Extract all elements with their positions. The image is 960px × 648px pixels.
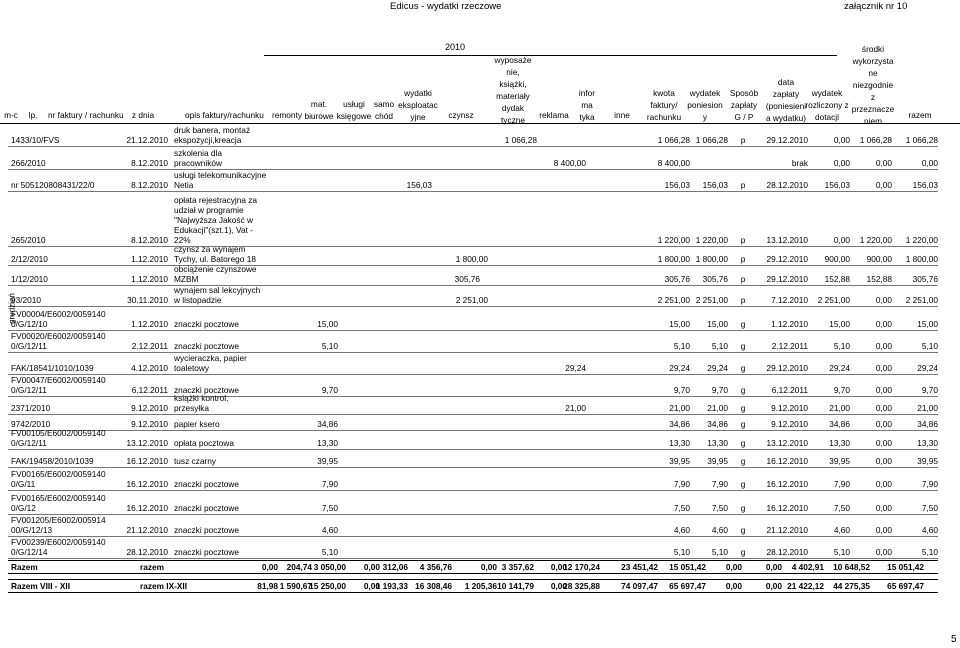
invoice-date: 1.12.2010 (131, 254, 168, 264)
invoice-date: 9.12.2010 (131, 403, 168, 413)
row-total: 34,86 (917, 419, 938, 429)
row-rule (8, 285, 938, 286)
totals-value: 0,00 (480, 562, 497, 572)
payment-method: p (740, 135, 746, 145)
invoice-date: 4.12.2010 (131, 363, 168, 373)
payment-method: g (740, 438, 746, 448)
invoice-description: wycieraczka, papier toaletowy (174, 353, 247, 373)
totals-value: 74 097,47 (621, 581, 658, 591)
payment-method: p (740, 295, 746, 305)
totals-value: 1 193,33 (375, 581, 408, 591)
expense-amount: 5,10 (711, 341, 728, 351)
invoice-amount: 1 800,00 (657, 254, 690, 264)
column-header: z dnia (131, 110, 155, 120)
column-header: usługi księgowe (336, 99, 372, 121)
category-amount: 7,50 (321, 503, 338, 513)
totals-value: 0,00 (261, 562, 278, 572)
grant-settled: 15,00 (829, 319, 850, 329)
invoice-date: 16.12.2010 (126, 479, 168, 489)
misused-funds: 1 066,28 (859, 135, 892, 145)
invoice-amount: 9,70 (673, 385, 690, 395)
misused-funds: 900,00 (866, 254, 892, 264)
expense-amount: 7,90 (711, 479, 728, 489)
header-rule (0, 123, 960, 124)
invoice-amount: 305,76 (664, 274, 690, 284)
totals-value: 0,00 (550, 581, 567, 591)
totals-value: 4 356,76 (419, 562, 452, 572)
invoice-description: znaczki pocztowe (174, 385, 240, 395)
grant-settled: 0,00 (833, 235, 850, 245)
payment-method: p (740, 180, 746, 190)
invoice-description: znaczki pocztowe (174, 503, 240, 513)
invoice-description: znaczki pocztowe (174, 319, 240, 329)
invoice-date: 6.12.2011 (131, 385, 168, 395)
invoice-amount: 7,90 (673, 479, 690, 489)
payment-method: g (740, 403, 746, 413)
payment-date: 29.12.2010 (766, 135, 808, 145)
category-amount: 156,03 (406, 180, 432, 190)
invoice-amount: 15,00 (669, 319, 690, 329)
payment-method: g (740, 503, 746, 513)
category-amount: 9,70 (321, 385, 338, 395)
payment-date: 1.12.2010 (771, 319, 808, 329)
row-rule (8, 558, 938, 559)
totals-rule-bottom (8, 573, 938, 574)
expense-amount: 4,60 (711, 525, 728, 535)
invoice-amount: 29,24 (669, 363, 690, 373)
totals-value: 12 170,24 (563, 562, 600, 572)
invoice-amount: 13,30 (669, 438, 690, 448)
row-rule (8, 536, 938, 537)
row-rule (8, 265, 938, 266)
column-header: nr faktury / rachunku (48, 110, 124, 120)
appendix-label: załącznik nr 10 (844, 1, 908, 12)
invoice-date: 16.12.2010 (126, 456, 168, 466)
row-rule (8, 396, 938, 397)
grant-settled: 5,10 (833, 547, 850, 557)
grant-settled: 2 251,00 (817, 295, 850, 305)
year-underline (264, 55, 837, 56)
category-amount: 13,30 (317, 438, 338, 448)
grant-settled: 7,90 (833, 479, 850, 489)
totals-value: 1 590,67 (279, 581, 312, 591)
totals-label: Razem (11, 562, 38, 572)
row-rule (8, 169, 938, 170)
misused-funds: 0,00 (875, 295, 892, 305)
totals-value: 1 205,36 (464, 581, 497, 591)
column-header: samo chód (373, 99, 395, 121)
row-rule (8, 191, 938, 192)
row-rule (8, 490, 938, 491)
misused-funds: 0,00 (875, 479, 892, 489)
row-rule (8, 246, 938, 247)
category-amount: 4,60 (321, 525, 338, 535)
column-header: infor ma tyka (578, 88, 596, 122)
invoice-number: FV00004/E6002/0059140 0/G/12/10 (11, 309, 106, 329)
expense-amount: 5,10 (711, 547, 728, 557)
column-header: m-c (4, 110, 18, 120)
invoice-amount: 156,03 (664, 180, 690, 190)
invoice-number: 9742/2010 (11, 419, 51, 429)
misused-funds: 0,00 (875, 547, 892, 557)
row-rule (8, 514, 938, 515)
invoice-amount: 21,00 (669, 403, 690, 413)
column-header: mat. biurowe (304, 99, 334, 121)
page-number: 5 (951, 634, 957, 645)
totals-value: 81,98 (257, 581, 278, 591)
row-total: 2 251,00 (905, 295, 938, 305)
totals-value: 65 697,47 (669, 581, 706, 591)
category-amount: 5,10 (321, 547, 338, 557)
grant-settled: 4,60 (833, 525, 850, 535)
payment-date: 28.12.2010 (766, 180, 808, 190)
invoice-date: 21.12.2010 (126, 135, 168, 145)
invoice-date: 8.12.2010 (131, 158, 168, 168)
grant-settled: 21,00 (829, 403, 850, 413)
totals-value: 28 325,88 (563, 581, 600, 591)
row-total: 39,95 (917, 456, 938, 466)
row-total: 156,03 (912, 180, 938, 190)
row-total: 29,24 (917, 363, 938, 373)
invoice-date: 21.12.2010 (126, 525, 168, 535)
misused-funds: 0,00 (875, 363, 892, 373)
row-total: 15,00 (917, 319, 938, 329)
totals-label: Razem VIII - XII (11, 581, 71, 591)
payment-method: p (740, 274, 746, 284)
invoice-description: znaczki pocztowe (174, 479, 240, 489)
column-header: czynsz (448, 110, 474, 120)
row-total: 21,00 (917, 403, 938, 413)
expense-amount: 1 066,28 (695, 135, 728, 145)
payment-date: 16.12.2010 (766, 456, 808, 466)
payment-method: g (740, 363, 746, 373)
misused-funds: 1 220,00 (859, 235, 892, 245)
invoice-description: obciążenie czynszowe MZBM (174, 264, 257, 284)
totals-value: 312,06 (382, 562, 408, 572)
invoice-description: znaczki pocztowe (174, 525, 240, 535)
column-header: remonty (272, 110, 302, 120)
category-amount: 7,90 (321, 479, 338, 489)
invoice-number: 2/12/2010 (11, 254, 48, 264)
row-rule (8, 352, 938, 353)
totals-value: 10 648,52 (833, 562, 870, 572)
payment-date: 29.12.2010 (766, 274, 808, 284)
invoice-number: 1433/10/FVS (11, 135, 60, 145)
invoice-number: 266/2010 (11, 158, 46, 168)
row-total: 1 800,00 (905, 254, 938, 264)
totals-rule-top (8, 579, 938, 580)
row-total: 9,70 (921, 385, 938, 395)
invoice-description: opłata rejestracyjna za udział w programie "Najwyższa Jakość w Edukacji"(szt.1), Vat - 22% (174, 195, 258, 245)
invoice-date: 2.12.2011 (131, 341, 168, 351)
invoice-number: FAK/19458/2010/1039 (11, 456, 94, 466)
totals-value: 65 697,47 (887, 581, 924, 591)
row-total: 7,90 (921, 479, 938, 489)
invoice-date: 8.12.2010 (131, 235, 168, 245)
row-rule (8, 467, 938, 468)
row-rule (8, 374, 938, 375)
payment-method: g (740, 419, 746, 429)
row-rule (8, 306, 938, 307)
row-total: 5,10 (921, 547, 938, 557)
grant-settled: 9,70 (833, 385, 850, 395)
payment-method: g (740, 385, 746, 395)
expense-amount: 7,50 (711, 503, 728, 513)
column-header: kwota faktury/ rachunku (646, 88, 682, 122)
grant-settled: 0,00 (833, 158, 850, 168)
totals-value: 4 402,91 (791, 562, 824, 572)
payment-date: 7.12.2010 (771, 295, 808, 305)
category-amount: 39,95 (317, 456, 338, 466)
invoice-date: 1.12.2010 (131, 319, 168, 329)
invoice-description: czynsz za wynajem Tychy, ul. Batorego 18 (174, 244, 256, 264)
column-header: wyposaże nie, książki, materiały dydak tyczne (494, 55, 532, 125)
expense-amount: 13,30 (707, 438, 728, 448)
misused-funds: 152,88 (866, 274, 892, 284)
invoice-amount: 4,60 (673, 525, 690, 535)
totals-value: 44 275,35 (833, 581, 870, 591)
payment-method: g (740, 341, 746, 351)
row-total: 7,50 (921, 503, 938, 513)
grant-settled: 156,03 (824, 180, 850, 190)
column-header: razem (908, 110, 932, 120)
invoice-amount: 8 400,00 (657, 158, 690, 168)
row-rule (8, 449, 938, 450)
column-header: opis faktury/rachunku (185, 110, 264, 120)
misused-funds: 0,00 (875, 403, 892, 413)
invoice-amount: 5,10 (673, 547, 690, 557)
column-header: wydatki eksploatac yjne (398, 88, 438, 122)
payment-method: g (740, 525, 746, 535)
invoice-number: 2371/2010 (11, 403, 51, 413)
totals-value: 0,00 (363, 581, 380, 591)
invoice-amount: 2 251,00 (657, 295, 690, 305)
category-amount: 34,86 (317, 419, 338, 429)
misused-funds: 0,00 (875, 419, 892, 429)
invoice-date: 30.11.2010 (127, 295, 168, 305)
payment-date: 21.12.2010 (766, 525, 808, 535)
column-header: lp. (28, 110, 38, 120)
totals-value: 0,00 (725, 581, 742, 591)
payment-method: p (740, 254, 746, 264)
row-total: 1 066,28 (905, 135, 938, 145)
category-amount: 15,00 (317, 319, 338, 329)
misused-funds: 0,00 (875, 158, 892, 168)
totals-value: 10 141,79 (497, 581, 534, 591)
invoice-number: 265/2010 (11, 235, 46, 245)
invoice-number: FV00239/E6002/0059140 0/G/12/14 (11, 537, 106, 557)
misused-funds: 0,00 (875, 525, 892, 535)
invoice-description: druk banera, montaż ekspozycji,kreacja (174, 125, 251, 145)
misused-funds: 0,00 (875, 438, 892, 448)
totals-value: 0,00 (725, 562, 742, 572)
totals-value: 0,00 (765, 562, 782, 572)
payment-method: g (740, 479, 746, 489)
totals-value: 16 308,46 (415, 581, 452, 591)
grant-settled: 7,50 (833, 503, 850, 513)
invoice-number: FV00165/E6002/0059140 0/G/11 (11, 469, 106, 489)
invoice-amount: 1 220,00 (657, 235, 690, 245)
totals-value: 15 051,42 (669, 562, 706, 572)
expense-amount: 34,86 (707, 419, 728, 429)
category-amount: 5,10 (321, 341, 338, 351)
totals-rule-bottom (8, 592, 938, 593)
grant-settled: 13,30 (829, 438, 850, 448)
invoice-description: szkolenia dla pracowników (174, 148, 222, 168)
invoice-number: FV00105/E6002/0059140 0/G/12/11 (11, 428, 106, 448)
misused-funds: 0,00 (875, 503, 892, 513)
invoice-number: FV00020/E6002/0059140 0/G/12/11 (11, 331, 106, 351)
totals-value: 23 451,42 (621, 562, 658, 572)
payment-method: g (740, 456, 746, 466)
expense-amount: 305,76 (702, 274, 728, 284)
invoice-date: 16.12.2010 (126, 503, 168, 513)
expense-amount: 39,95 (707, 456, 728, 466)
row-total: 5,10 (921, 341, 938, 351)
misused-funds: 0,00 (875, 319, 892, 329)
payment-date: 13.12.2010 (766, 438, 808, 448)
totals-label-secondary: razem (140, 562, 164, 572)
totals-value: 0,00 (550, 562, 567, 572)
payment-date: 9.12.2010 (771, 403, 808, 413)
category-amount: 1 066,28 (504, 135, 537, 145)
expense-amount: 9,70 (711, 385, 728, 395)
misused-funds: 0,00 (875, 341, 892, 351)
expense-amount: 156,03 (702, 180, 728, 190)
category-amount: 2 251,00 (455, 295, 488, 305)
payment-date: 16.12.2010 (766, 503, 808, 513)
totals-label-secondary: razem IX-XII (140, 581, 188, 591)
row-total: 305,76 (912, 274, 938, 284)
payment-date: brak (791, 158, 808, 168)
row-total: 13,30 (917, 438, 938, 448)
category-amount: 1 800,00 (455, 254, 488, 264)
misused-funds: 0,00 (875, 385, 892, 395)
column-header: Sposób zapłaty G / P (729, 88, 759, 122)
month-label-vertical: grudzień (7, 293, 17, 324)
payment-date: 2.12.2011 (771, 341, 808, 351)
payment-method: g (740, 547, 746, 557)
expense-amount: 21,00 (707, 403, 728, 413)
category-amount: 21,00 (565, 403, 586, 413)
grant-settled: 0,00 (833, 135, 850, 145)
expense-amount: 1 220,00 (695, 235, 728, 245)
invoice-date: 1.12.2010 (131, 274, 168, 284)
invoice-description: usługi telekomunikacyjne Netia (174, 170, 267, 190)
totals-value: 0,00 (363, 562, 380, 572)
invoice-description: wynajem sal lekcyjnych w listopadzie (174, 285, 261, 305)
invoice-date: 8.12.2010 (131, 180, 168, 190)
row-rule (8, 414, 938, 415)
invoice-description: znaczki pocztowe (174, 547, 240, 557)
category-amount: 29,24 (565, 363, 586, 373)
grant-settled: 34,86 (829, 419, 850, 429)
payment-method: p (740, 235, 746, 245)
row-total: 1 220,00 (905, 235, 938, 245)
payment-date: 29.12.2010 (766, 254, 808, 264)
invoice-number: 1/12/2010 (11, 274, 48, 284)
grant-settled: 29,24 (829, 363, 850, 373)
invoice-number: 93/2010 (11, 295, 41, 305)
row-total: 4,60 (921, 525, 938, 535)
totals-rule-top (8, 560, 938, 561)
totals-value: 15 051,42 (887, 562, 924, 572)
invoice-amount: 34,86 (669, 419, 690, 429)
totals-value: 204,74 (286, 562, 312, 572)
column-header: data zapłaty (poniesieni a wydatku) (765, 77, 807, 123)
payment-date: 16.12.2010 (766, 479, 808, 489)
payment-date: 29.12.2010 (766, 363, 808, 373)
invoice-number: FV00047/E6002/0059140 0/G/12/11 (11, 375, 106, 395)
year-label: 2010 (444, 42, 466, 52)
invoice-amount: 1 066,28 (657, 135, 690, 145)
category-amount: 305,76 (454, 274, 480, 284)
payment-date: 9.12.2010 (771, 419, 808, 429)
totals-value: 21 422,12 (787, 581, 824, 591)
expense-amount: 29,24 (707, 363, 728, 373)
grant-settled: 39,95 (829, 456, 850, 466)
invoice-number: FV00165/E6002/0059140 0/G/12 (11, 493, 106, 513)
payment-date: 28.12.2010 (766, 547, 808, 557)
invoice-date: 9.12.2010 (131, 419, 168, 429)
column-header: wydatek poniesion y (687, 88, 723, 122)
row-rule (8, 430, 938, 431)
grant-settled: 152,88 (824, 274, 850, 284)
invoice-description: papier ksero (174, 419, 220, 429)
invoice-amount: 5,10 (673, 341, 690, 351)
invoice-number: FV001205/E6002/005914 00/G/12/13 (11, 515, 106, 535)
column-header: inne (614, 110, 630, 120)
invoice-description: opłata pocztowa (174, 438, 234, 448)
misused-funds: 0,00 (875, 180, 892, 190)
invoice-amount: 7,50 (673, 503, 690, 513)
column-header: wydatek rozliczony z dotacji (805, 88, 849, 122)
payment-date: 6.12.2011 (771, 385, 808, 395)
expense-amount: 15,00 (707, 319, 728, 329)
expense-amount: 2 251,00 (695, 295, 728, 305)
invoice-number: nr 505120808431/22/0 (11, 180, 95, 190)
misused-funds: 0,00 (875, 456, 892, 466)
column-header: środki wykorzysta ne niezgodnie z przeznacze niem (851, 44, 895, 126)
category-amount: 8 400,00 (553, 158, 586, 168)
invoice-number: FAK/18541/1010/1039 (11, 363, 94, 373)
invoice-description: książki kontrol, przesyłka (174, 393, 229, 413)
invoice-description: znaczki pocztowe (174, 341, 240, 351)
payment-date: 13.12.2010 (766, 235, 808, 245)
totals-value: 3 050,00 (313, 562, 346, 572)
invoice-amount: 39,95 (669, 456, 690, 466)
row-total: 0,00 (921, 158, 938, 168)
expense-amount: 1 800,00 (695, 254, 728, 264)
column-header: reklama (539, 110, 569, 120)
grant-settled: 900,00 (824, 254, 850, 264)
invoice-date: 13.12.2010 (126, 438, 168, 448)
payment-method: g (740, 319, 746, 329)
totals-value: 0,00 (765, 581, 782, 591)
document-title: Edicus - wydatki rzeczowe (390, 1, 502, 12)
invoice-date: 28.12.2010 (126, 547, 168, 557)
row-rule (8, 330, 938, 331)
grant-settled: 5,10 (833, 341, 850, 351)
totals-value: 3 357,62 (501, 562, 534, 572)
invoice-description: tusz czarny (174, 456, 216, 466)
row-rule (8, 146, 938, 147)
totals-value: 15 250,00 (309, 581, 346, 591)
